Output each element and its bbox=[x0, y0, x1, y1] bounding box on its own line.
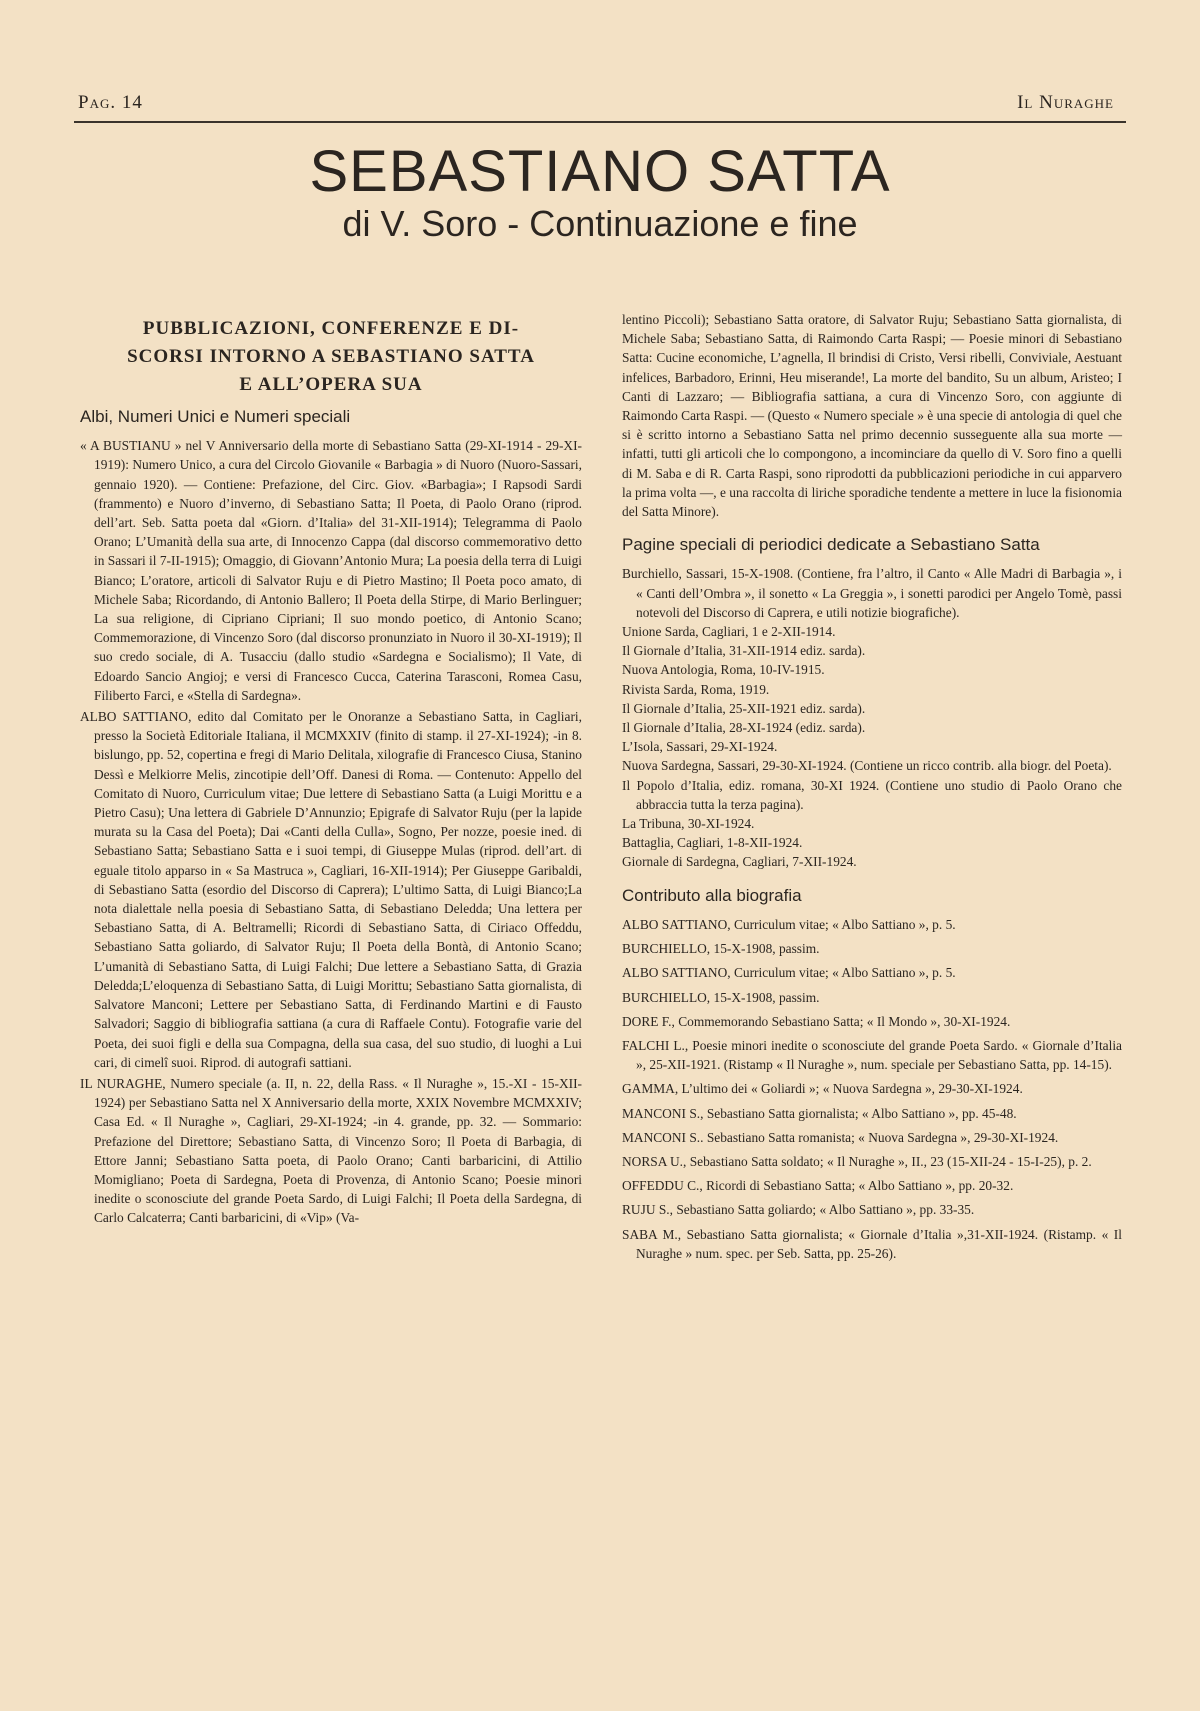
biography-entry: BURCHIELLO, 15-X-1908, passim. bbox=[622, 989, 820, 1005]
periodical-entry: Il Popolo d’Italia, ediz. romana, 30-XI 1924. (Contiene uno studio di Paolo Orano che abbraccia tutta la terza pagina). bbox=[622, 777, 1122, 812]
albi-subheading: Albi, Numeri Unici e Numeri speciali bbox=[80, 407, 351, 426]
bibliography-entry: ALBO SATTIANO, edito dal Comitato per le Onoranze a Sebastiano Satta, in Cagliari, presso la Società Editoriale Italiana, il MCMXXIV (finito di stamp. il 27-XI-1924); -in 8. bislungo, pp. 52, copertina e fregi di Mario Delitala, xilografie di Francesco Ciusa, Stanino Dessì e Melkiorre Melis, zincotipie dell’Off. Danesi di Roma. — Contenuto: Appello del Comitato di Nuoro, Curriculum vitae; Due lettere di Sebastiano Satta (a Luigi Morittu e a Pietro Casu); Una lettera di Gabriele D’Annunzio; Epigrafe di Salvator Ruju (per la lapide murata su la Casa del Poeta); Dai «Canti della Culla», Sogno, Per nozze, poesie ined. di Sebastiano Satta; Sebastiano Satta e i suoi tempi, di Giuseppe Mulas (riprod. dell’art. di eguale titolo apparso in « Sa Mastruca », Cagliari, 16-XII-1914); Per Giuseppe Garibaldi, di Sebastiano Satta (esordio del Discorso di Caprera); L’ultimo Satta, di Luigi Bianco;La nota dialettale nella poesia di Sebastiano Satta, di Sebastiano Deledda; Una lettera per Sebastiano Satta, di A. Beltramelli; Ricordi di Sebastiano Satta, di Ciriaco Offeddu, Sebastiano Satta goliardo, di Salvator Ruju; Il Poeta della Bontà, di Antonio Scano; L’umanità di Sebastiano Satta, di Luigi Falchi; Due lettere a Sebastiano Satta, di Grazia Deledda;L’eloquenza di Sebastiano Satta, di Luigi Morittu; Sebastiano Satta giornalista, di Salvatore Manconi; Lettere per Sebastiano Satta, di Ferdinando Martini e di Fausto Salvadori; Saggio di bibliografia sattiana (a cura di Raffaele Contu). Fotografie varie del Poeta, dei suoi figli e della sua Compagna, della sua casa, del suo studio, di luoghi a Lui cari, di cimelî suoi. Riprod. di autografi sattiani. bbox=[80, 709, 582, 1070]
periodical-entry: Burchiello, Sassari, 15-X-1908. (Contiene, fra l’altro, il Canto « Alle Madri di Barbagia », i « Canti dell’Ombra », il sonetto « La Greggia », i sonetti parodici per Angelo Tomè, passi notevoli del Discorso di Caprera, e utili notizie biografiche). bbox=[622, 566, 1122, 620]
left-column bbox=[80, 315, 582, 1228]
article-title: SEBASTIANO SATTA bbox=[309, 139, 891, 204]
biography-entry: MANCONI S., Sebastiano Satta giornalista; « Albo Sattiano », pp. 45-48. bbox=[622, 1105, 1017, 1121]
biography-entry: BURCHIELLO, 15-X-1908, passim. bbox=[622, 941, 820, 957]
section-heading bbox=[80, 315, 582, 399]
biography-entry: GAMMA, L’ultimo dei « Goliardi »; « Nuova Sardegna », 29-30-XI-1924. bbox=[622, 1081, 1023, 1097]
periodical-entry: La Tribuna, 30-XI-1924. bbox=[622, 816, 755, 832]
periodical-entry: Nuova Antologia, Roma, 10-IV-1915. bbox=[622, 662, 825, 678]
periodical-entry: Giornale di Sardegna, Cagliari, 7-XII-1924. bbox=[622, 854, 857, 870]
biography-entry: SABA M., Sebastiano Satta giornalista; « Giornale d’Italia »,31-XII-1924. (Ristamp. « Il Nuraghe » num. spec. per Seb. Satta, pp. 25-26). bbox=[622, 1226, 1122, 1261]
heading-line: SCORSI INTORNO A SEBASTIANO SATTA bbox=[127, 346, 535, 367]
periodical-entry: L’Isola, Sassari, 29-XI-1924. bbox=[622, 739, 778, 755]
periodical-entry: Rivista Sarda, Roma, 1919. bbox=[622, 681, 770, 697]
periodical-entry: Il Giornale d’Italia, 31-XII-1914 ediz. sarda). bbox=[622, 643, 866, 659]
right-column bbox=[622, 310, 1122, 1268]
biography-subheading: Contributo alla biografia bbox=[622, 885, 802, 905]
periodicals-subheading: Pagine speciali di periodici dedicate a Sebastiano Satta bbox=[622, 535, 1040, 555]
header-rule bbox=[74, 121, 1126, 123]
heading-line: E ALL’OPERA SUA bbox=[239, 374, 423, 395]
bibliography-entry: « A BUSTIANU » nel V Anniversario della morte di Sebastiano Satta (29-XI-1914 - 29-XI-1919): Numero Unico, a cura del Circolo Giovanile « Barbagia » di Nuoro (Nuoro-Sassari, gennaio 1920). — Contiene: Prefazione, del Circ. Giov. «Barbagia»; I Rapsodi Sardi (frammento) e Nuoro d’inverno, di Sebastiano Satta; Il Poeta, di Paolo Orano (riprod. dell’art. Seb. Satta poeta dal «Giorn. d’Italia» del 31-XII-1914); Telegramma di Paolo Orano; L’Umanità della sua arte, di Innocenzo Cappa (dal discorso commemorativo detto in Sassari il 7-II-1915); Omaggio, di Giovann’Antonio Mura; La poesia della terra di Luigi Bianco; L’oratore, articoli di Salvator Ruju e di Pietro Mastino; Il Poeta poco amato, di Michele Saba; Ricordando, di Antonio Ballero; Il Poeta della Stirpe, di Mario Berlinguer; La sua religione, di Cipriano Cipriani; Il suo mondo poetico, di Antonio Scano; Commemorazione, di Vincenzo Soro (dal discorso pronunziato in Nuoro il 30-XI-1919); Il suo credo sociale, di A. Tusacciu (dallo studio «Sardegna e Socialismo); Il Vate, di Edoardo Sancio Angioj; e versi di Francesco Cucca, Caterina Tarasconi, Romea Casu, Filiberto Farci, e «Stella di Sardegna». bbox=[80, 438, 582, 703]
biography-entry: NORSA U., Sebastiano Satta soldato; « Il Nuraghe », II., 23 (15-XII-24 - 15-I-25), p. 2. bbox=[622, 1153, 1092, 1169]
heading-line: PUBBLICAZIONI, CONFERENZE E DI- bbox=[142, 318, 520, 339]
periodical-entry: Nuova Sardegna, Sassari, 29-30-XI-1924. (Contiene un ricco contrib. alla biogr. del Poeta). bbox=[622, 758, 1112, 774]
biography-entry: DORE F., Commemorando Sebastiano Satta; « Il Mondo », 30-XI-1924. bbox=[622, 1013, 1011, 1029]
page-number: Pag. 14 bbox=[78, 92, 143, 113]
article-subtitle: di V. Soro - Continuazione e fine bbox=[342, 203, 858, 244]
periodical-entry: Il Giornale d’Italia, 28-XI-1924 (ediz. sarda). bbox=[622, 720, 866, 736]
biography-entry: MANCONI S.. Sebastiano Satta romanista; « Nuova Sardegna », 29-30-XI-1924. bbox=[622, 1129, 1059, 1145]
periodical-entry: Unione Sarda, Cagliari, 1 e 2-XII-1914. bbox=[622, 624, 836, 640]
periodical-entry: Il Giornale d’Italia, 25-XII-1921 ediz. sarda). bbox=[622, 700, 866, 716]
journal-name: Il Nuraghe bbox=[1017, 92, 1114, 113]
bibliography-entry: IL NURAGHE, Numero speciale (a. II, n. 22, della Rass. « Il Nuraghe », 15.-XI - 15-XII-1924) per Sebastiano Satta nel X Anniversario della morte, XXIX Novembre MCMXXIV; Casa Ed. « Il Nuraghe », Cagliari, 29-XI-1924; -in 4. grande, pp. 32. — Sommario: Prefazione del Direttore; Sebastiano Satta, di Vincenzo Soro; Il Poeta di Barbagia, di Ettore Janni; Sebastiano Satta poeta, di Paolo Orano; Canti barbaricini, di Attilio Momigliano; Poeta di Sardegna, Poeta di Provenza, di Antonio Scano; Poesie minori inedite o sconosciute del grande Poeta Sardo, di Luigi Falchi; Il Poeta della Sardegna, di Carlo Calcaterra; Canti barbaricini, di «Vip» (Va- bbox=[80, 1075, 582, 1226]
continued-entry: lentino Piccoli); Sebastiano Satta oratore, di Salvator Ruju; Sebastiano Satta giornalista, di Michele Saba; Sebastiano Satta, di Raimondo Carta Raspi; — Poesie minori di Sebastiano Satta: Cucine economiche, L’agnella, Il brindisi di Cristo, Versi ribelli, Conviviale, Aestuant infelices, Barbadoro, Erinni, Heu miserande!, La morte del bandito, Su un album, Aristeo; I Canti di Lazzaro; — Bibliografia sattiana, a cura di Vincenzo Soro, con aggiunte di Raimondo Carta Raspi. — (Questo « Numero speciale » è una specie di antologia di quel che si è scritto intorno a Sebastiano Satta nel primo decennio susseguente alla sua morte — infatti, tutti gli articoli che lo compongono, a incominciare da quello di V. Soro fino a quelli di M. Saba e di R. Carta Raspi, sono riprodotti da pubblicazioni periodiche in cui apparvero la prima volta —, e una raccolta di liriche sporadiche tendente a mettere in luce la fisionomia del Satta Minore). bbox=[622, 312, 1122, 520]
biography-entry: OFFEDDU C., Ricordi di Sebastiano Satta; « Albo Sattiano », pp. 20-32. bbox=[622, 1178, 1014, 1194]
biography-entry: ALBO SATTIANO, Curriculum vitae; « Albo Sattiano », p. 5. bbox=[622, 965, 956, 981]
periodical-entry: Battaglia, Cagliari, 1-8-XII-1924. bbox=[622, 835, 803, 851]
biography-entry: ALBO SATTIANO, Curriculum vitae; « Albo Sattiano », p. 5. bbox=[622, 916, 956, 932]
biography-entry: RUJU S., Sebastiano Satta goliardo; « Albo Sattiano », pp. 33-35. bbox=[622, 1202, 975, 1218]
biography-entry: FALCHI L., Poesie minori inedite o sconosciute del grande Poeta Sardo. « Giornale d’Italia », 25-XII-1921. (Ristamp « Il Nuraghe », num. speciale per Sebastiano Satta, pp. 14-15). bbox=[622, 1037, 1122, 1073]
